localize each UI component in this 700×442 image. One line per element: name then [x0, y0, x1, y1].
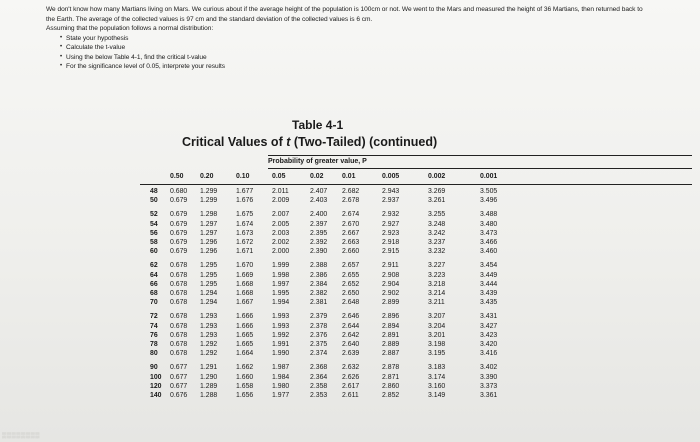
column-header: 0.20 [200, 173, 214, 180]
degrees-of-freedom: 120 [150, 382, 162, 390]
critical-value: 3.416 [480, 350, 498, 358]
critical-value: 2.397 [310, 220, 328, 228]
critical-value: 1.664 [236, 350, 254, 358]
critical-value: 2.009 [272, 197, 290, 205]
critical-value: 3.361 [480, 392, 498, 399]
critical-value: 2.899 [382, 299, 400, 307]
critical-value: 0.678 [170, 290, 188, 297]
critical-value: 1.288 [200, 392, 218, 399]
critical-value: 3.488 [480, 211, 498, 219]
critical-value: 1.666 [236, 313, 254, 321]
critical-value: 0.679 [170, 248, 188, 256]
critical-value: 2.860 [382, 382, 400, 390]
critical-value: 3.427 [480, 322, 498, 330]
probability-header: Probability of greater value, P [268, 158, 367, 165]
degrees-of-freedom: 90 [150, 364, 158, 372]
table-subtitle-prefix: Critical Values of [182, 135, 287, 149]
critical-value: 3.454 [480, 262, 498, 270]
critical-value: 1.290 [200, 373, 218, 381]
table-subtitle-suffix: (Two-Tailed) (continued) [290, 135, 438, 149]
critical-value: 2.390 [310, 248, 328, 256]
critical-value: 2.927 [382, 220, 400, 228]
critical-value: 2.395 [310, 229, 328, 237]
degrees-of-freedom: 74 [150, 322, 158, 330]
critical-value: 2.000 [272, 248, 290, 256]
degrees-of-freedom: 48 [150, 188, 158, 195]
critical-value: 1.671 [236, 248, 254, 256]
critical-value: 2.663 [342, 239, 360, 246]
critical-value: 2.918 [382, 239, 400, 246]
critical-value: 3.242 [428, 229, 446, 237]
critical-value: 1.984 [272, 373, 290, 381]
critical-value: 2.374 [310, 350, 328, 358]
column-header: 0.10 [236, 173, 250, 180]
critical-value: 2.908 [382, 271, 400, 279]
critical-value: 1.295 [200, 280, 218, 288]
critical-value: 0.677 [170, 382, 188, 390]
critical-value: 3.480 [480, 220, 498, 228]
critical-value: 1.992 [272, 331, 290, 339]
critical-value: 0.678 [170, 341, 188, 348]
critical-value: 0.677 [170, 364, 188, 372]
critical-value: 3.204 [428, 322, 446, 330]
critical-value: 2.660 [342, 248, 360, 256]
critical-value: 2.674 [342, 211, 360, 219]
critical-value: 3.435 [480, 299, 498, 307]
critical-value: 0.678 [170, 262, 188, 270]
critical-value: 2.002 [272, 239, 290, 246]
critical-value: 2.878 [382, 364, 400, 372]
critical-value: 2.670 [342, 220, 360, 228]
critical-value: 3.195 [428, 350, 446, 358]
critical-value: 0.678 [170, 271, 188, 279]
table-subtitle [182, 135, 437, 149]
critical-value: 1.999 [272, 262, 290, 270]
critical-value: 2.005 [272, 220, 290, 228]
degrees-of-freedom: 64 [150, 271, 158, 279]
critical-value: 1.660 [236, 373, 254, 381]
critical-value: 3.431 [480, 313, 498, 321]
critical-value: 3.218 [428, 280, 446, 288]
degrees-of-freedom: 54 [150, 220, 158, 228]
critical-value: 2.943 [382, 188, 400, 195]
critical-value: 2.655 [342, 271, 360, 279]
critical-value: 1.658 [236, 382, 254, 390]
assumption-line: Assuming that the population follows a normal distribution: [46, 25, 214, 33]
problem-statement [46, 5, 646, 71]
degrees-of-freedom: 52 [150, 211, 158, 219]
critical-value: 2.407 [310, 188, 328, 195]
critical-value: 1.673 [236, 229, 254, 237]
critical-value: 3.149 [428, 392, 446, 399]
degrees-of-freedom: 66 [150, 280, 158, 288]
critical-value: 1.293 [200, 322, 218, 330]
critical-value: 2.923 [382, 229, 400, 237]
critical-value: 2.904 [382, 280, 400, 288]
degrees-of-freedom: 76 [150, 331, 158, 339]
critical-value: 2.640 [342, 341, 360, 348]
task-item: • Calculate the t-value [46, 43, 646, 52]
critical-value: 3.505 [480, 188, 498, 195]
critical-value: 2.889 [382, 341, 400, 348]
critical-value: 0.679 [170, 220, 188, 228]
critical-value: 2.871 [382, 373, 400, 381]
critical-value: 2.896 [382, 313, 400, 321]
critical-value: 3.466 [480, 239, 498, 246]
task-list [46, 34, 646, 72]
critical-value: 1.299 [200, 188, 218, 195]
critical-value: 1.297 [200, 220, 218, 228]
critical-value: 1.668 [236, 280, 254, 288]
critical-value: 3.174 [428, 373, 446, 381]
critical-value: 1.665 [236, 341, 254, 348]
degrees-of-freedom: 72 [150, 313, 158, 321]
critical-value: 3.160 [428, 382, 446, 390]
critical-value: 2.392 [310, 239, 328, 246]
table-subtitle-t: t [286, 135, 291, 149]
critical-value: 1.295 [200, 262, 218, 270]
critical-value: 2.375 [310, 341, 328, 348]
degrees-of-freedom: 78 [150, 341, 158, 348]
degrees-of-freedom: 58 [150, 239, 158, 246]
task-item: • Using the below Table 4-1, find the critical t-value [46, 53, 646, 62]
critical-value: 1.667 [236, 299, 254, 307]
critical-value: 3.261 [428, 197, 446, 205]
critical-value: 2.932 [382, 211, 400, 219]
critical-value: 2.894 [382, 322, 400, 330]
critical-value: 1.294 [200, 299, 218, 307]
critical-value: 1.997 [272, 280, 290, 288]
critical-value: 1.296 [200, 239, 218, 246]
column-header: 0.05 [272, 173, 286, 180]
critical-value: 1.991 [272, 341, 290, 348]
critical-value: 3.402 [480, 364, 498, 372]
critical-value: 1.291 [200, 364, 218, 372]
critical-value: 0.680 [170, 188, 188, 195]
critical-value: 2.902 [382, 290, 400, 297]
critical-value: 2.652 [342, 280, 360, 288]
critical-value: 2.646 [342, 313, 360, 321]
critical-value: 0.678 [170, 280, 188, 288]
critical-value: 3.420 [480, 341, 498, 348]
task-item: • For the significance level of 0.05, interprete your results [46, 62, 646, 71]
critical-value: 1.292 [200, 341, 218, 348]
degrees-of-freedom: 62 [150, 262, 158, 270]
critical-value: 0.676 [170, 392, 188, 399]
critical-value: 1.995 [272, 290, 290, 297]
critical-value: 1.666 [236, 322, 254, 330]
critical-value: 1.293 [200, 313, 218, 321]
critical-value: 3.444 [480, 280, 498, 288]
critical-value: 2.650 [342, 290, 360, 297]
critical-value: 3.198 [428, 341, 446, 348]
critical-value: 3.223 [428, 271, 446, 279]
critical-value: 0.678 [170, 299, 188, 307]
critical-value: 2.915 [382, 248, 400, 256]
column-header-rule [140, 184, 692, 185]
table-top-rule [268, 155, 692, 156]
critical-value: 3.439 [480, 290, 498, 297]
column-header: 0.005 [382, 173, 400, 180]
critical-value: 1.998 [272, 271, 290, 279]
degrees-of-freedom: 80 [150, 350, 158, 358]
critical-value: 3.373 [480, 382, 498, 390]
critical-value: 3.248 [428, 220, 446, 228]
degrees-of-freedom: 50 [150, 197, 158, 205]
critical-value: 1.676 [236, 197, 254, 205]
watermark: ▒▒▒▒▒▒▒▒ [2, 433, 41, 439]
critical-value: 0.679 [170, 239, 188, 246]
critical-value: 1.990 [272, 350, 290, 358]
critical-value: 3.214 [428, 290, 446, 297]
critical-value: 2.639 [342, 350, 360, 358]
critical-value: 1.672 [236, 239, 254, 246]
critical-value: 3.423 [480, 331, 498, 339]
critical-value: 1.665 [236, 331, 254, 339]
critical-value: 2.626 [342, 373, 360, 381]
critical-value: 2.003 [272, 229, 290, 237]
critical-value: 3.473 [480, 229, 498, 237]
critical-value: 2.388 [310, 262, 328, 270]
critical-value: 2.403 [310, 197, 328, 205]
critical-value: 3.232 [428, 248, 446, 256]
critical-value: 0.678 [170, 322, 188, 330]
critical-value: 2.887 [382, 350, 400, 358]
critical-value: 2.667 [342, 229, 360, 237]
critical-value: 1.670 [236, 262, 254, 270]
critical-value: 1.987 [272, 364, 290, 372]
critical-value: 1.296 [200, 248, 218, 256]
critical-value: 3.255 [428, 211, 446, 219]
critical-value: 0.679 [170, 197, 188, 205]
critical-value: 2.891 [382, 331, 400, 339]
critical-value: 2.007 [272, 211, 290, 219]
task-item: • State your hypothesis [46, 34, 646, 43]
critical-value: 1.289 [200, 382, 218, 390]
column-header: 0.02 [310, 173, 324, 180]
critical-value: 1.993 [272, 322, 290, 330]
critical-value: 1.293 [200, 331, 218, 339]
critical-value: 3.460 [480, 248, 498, 256]
degrees-of-freedom: 140 [150, 392, 162, 399]
critical-value: 3.183 [428, 364, 446, 372]
critical-value: 2.611 [342, 392, 359, 399]
critical-value: 0.678 [170, 350, 188, 358]
critical-value: 2.642 [342, 331, 360, 339]
critical-value: 2.358 [310, 382, 328, 390]
critical-value: 0.677 [170, 373, 188, 381]
critical-value: 1.299 [200, 197, 218, 205]
critical-value: 2.384 [310, 280, 328, 288]
probability-rule [268, 168, 692, 169]
critical-value: 1.994 [272, 299, 290, 307]
critical-value: 1.656 [236, 392, 254, 399]
column-header: 0.01 [342, 173, 356, 180]
critical-value: 3.211 [428, 299, 445, 307]
critical-value: 0.678 [170, 313, 188, 321]
critical-value: 1.298 [200, 211, 218, 219]
critical-value: 2.381 [310, 299, 328, 307]
column-header: 0.002 [428, 173, 446, 180]
critical-value: 2.911 [382, 262, 399, 270]
degrees-of-freedom: 70 [150, 299, 158, 307]
critical-value: 1.662 [236, 364, 254, 372]
degrees-of-freedom: 68 [150, 290, 158, 297]
critical-value: 3.496 [480, 197, 498, 205]
critical-value: 2.682 [342, 188, 360, 195]
critical-value: 1.674 [236, 220, 254, 228]
critical-value: 1.980 [272, 382, 290, 390]
critical-value: 2.937 [382, 197, 400, 205]
critical-value: 2.678 [342, 197, 360, 205]
critical-value: 3.207 [428, 313, 446, 321]
column-header: 0.001 [480, 173, 498, 180]
critical-value: 1.669 [236, 271, 254, 279]
critical-value: 1.993 [272, 313, 290, 321]
critical-value: 3.390 [480, 373, 498, 381]
critical-value: 2.648 [342, 299, 360, 307]
critical-value: 1.292 [200, 350, 218, 358]
critical-value: 2.378 [310, 322, 328, 330]
problem-paragraph: We don't know how many Martians living on Mars. We curious about if the average height of the population is 100cm or not. We went to the Mars and measured the height of 36 Martians, then returned back to the Earth. The average of the collected values is 97 cm and the standard deviation of the collected values is 6 cm. [46, 6, 643, 23]
critical-value: 2.364 [310, 373, 328, 381]
degrees-of-freedom: 60 [150, 248, 158, 256]
critical-value: 1.297 [200, 229, 218, 237]
critical-value: 0.679 [170, 211, 188, 219]
critical-value: 2.644 [342, 322, 360, 330]
degrees-of-freedom: 56 [150, 229, 158, 237]
critical-value: 2.011 [272, 188, 289, 195]
critical-value: 1.294 [200, 290, 218, 297]
critical-value: 2.376 [310, 331, 328, 339]
critical-value: 1.675 [236, 211, 254, 219]
critical-value: 0.678 [170, 331, 188, 339]
critical-value: 2.617 [342, 382, 360, 390]
critical-value: 2.368 [310, 364, 328, 372]
table-title: Table 4-1 [292, 118, 344, 132]
critical-value: 1.677 [236, 188, 254, 195]
critical-value: 3.201 [428, 331, 446, 339]
critical-value: 1.295 [200, 271, 218, 279]
critical-value: 1.977 [272, 392, 290, 399]
critical-value: 2.657 [342, 262, 360, 270]
critical-value: 2.400 [310, 211, 328, 219]
critical-value: 2.379 [310, 313, 328, 321]
column-header: 0.50 [170, 173, 184, 180]
critical-value: 2.386 [310, 271, 328, 279]
critical-value: 3.269 [428, 188, 446, 195]
critical-value: 2.382 [310, 290, 328, 297]
critical-value: 2.852 [382, 392, 400, 399]
degrees-of-freedom: 100 [150, 373, 162, 381]
critical-value: 3.449 [480, 271, 498, 279]
critical-value: 2.632 [342, 364, 360, 372]
critical-value: 3.237 [428, 239, 446, 246]
critical-value: 2.353 [310, 392, 328, 399]
critical-value: 3.227 [428, 262, 446, 270]
critical-value: 0.679 [170, 229, 188, 237]
critical-value: 1.668 [236, 290, 254, 297]
